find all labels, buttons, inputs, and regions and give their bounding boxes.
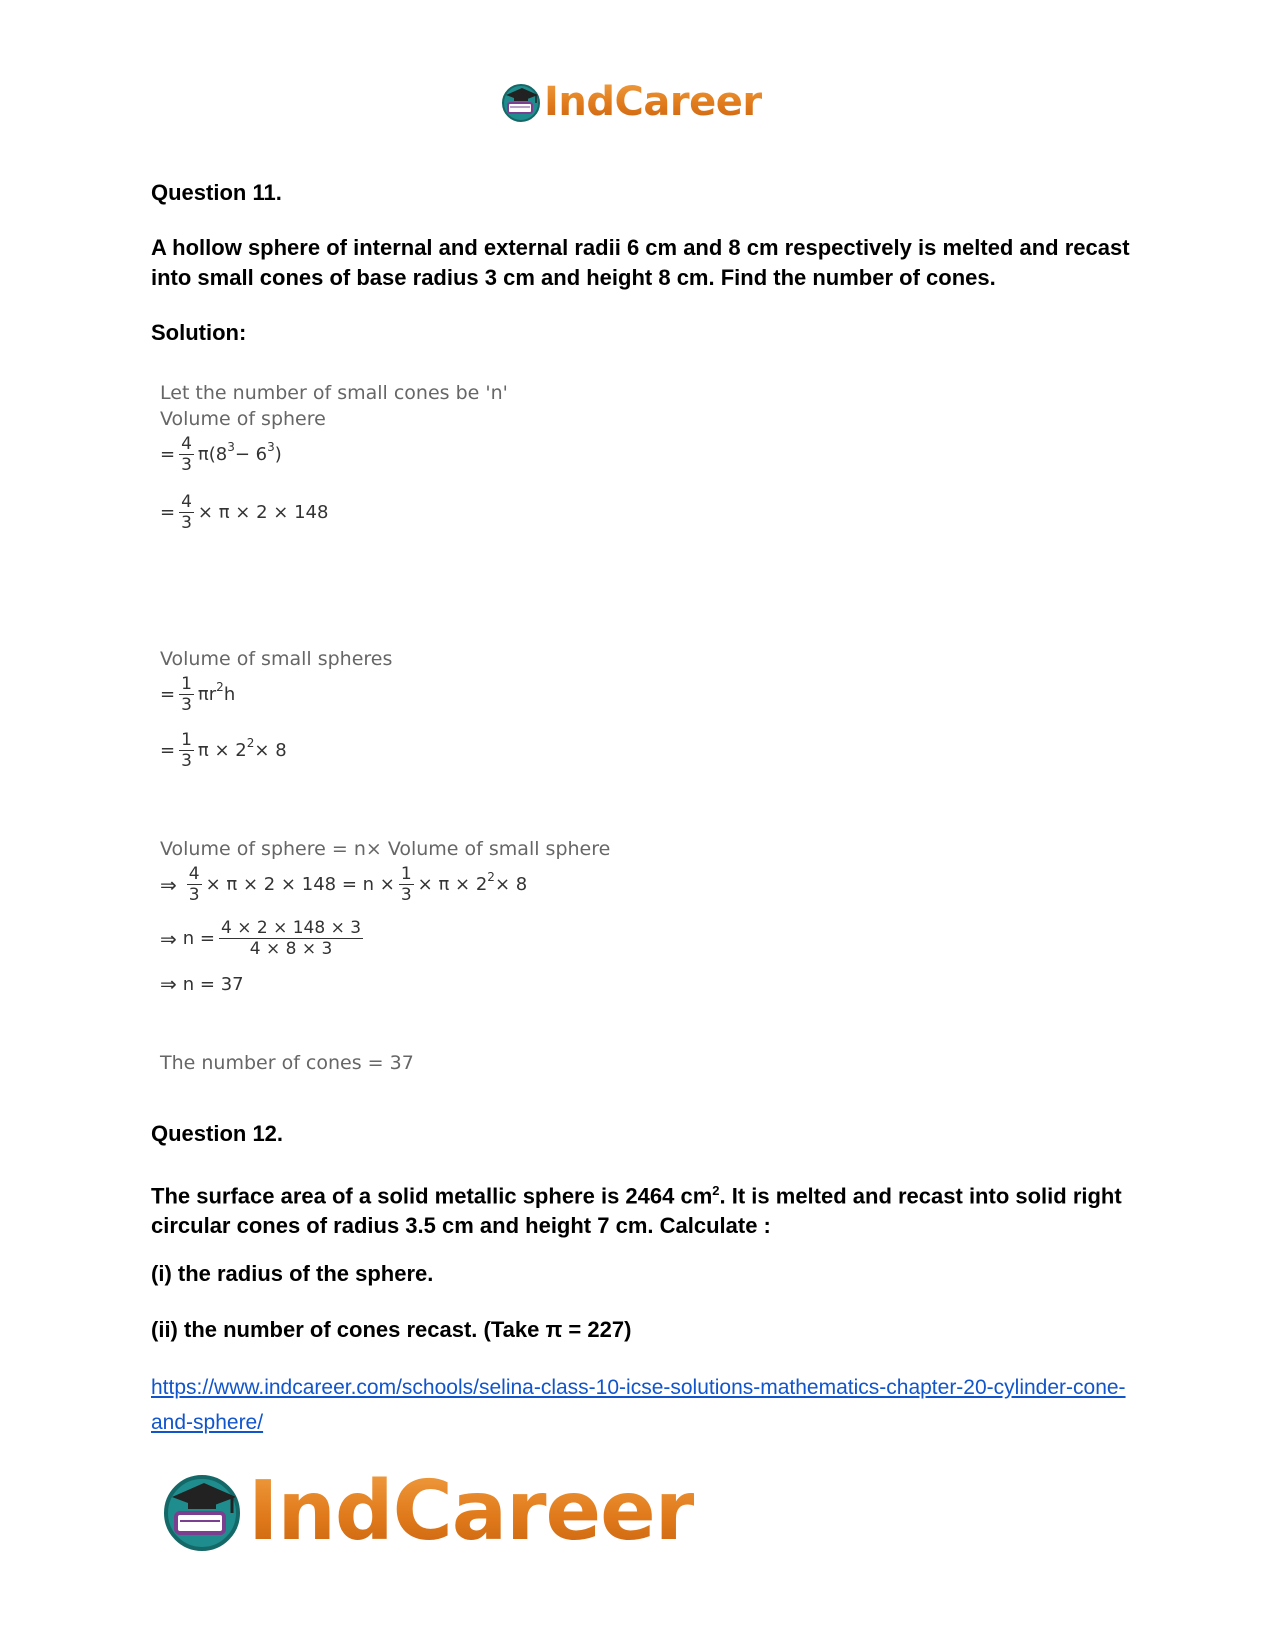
term: × 8 — [254, 740, 287, 761]
numerator: 1 — [181, 674, 192, 694]
solution-conclusion: The number of cones = 37 — [160, 1052, 414, 1074]
equation-equate-volumes — [160, 864, 527, 905]
equation-result — [160, 972, 244, 996]
term: − 6 — [234, 444, 268, 465]
term: × π × 2 × 148 — [197, 502, 329, 523]
question-12-heading: Question 12. — [151, 1121, 284, 1146]
graduation-cap-book-icon — [500, 81, 542, 123]
numerator: 4 — [181, 434, 192, 454]
question-11-text: A hollow sphere of internal and external radii 6 cm and 8 cm respectively is melted and recast into small cones of base radius 3 cm and height 8 cm. Find the number of cones. — [151, 235, 1130, 290]
numerator: 1 — [181, 730, 192, 750]
solution-line: Volume of sphere = n× Volume of small sphere — [160, 838, 611, 860]
superscript: 2 — [712, 1183, 720, 1198]
numerator: 1 — [400, 864, 412, 884]
exponent: 3 — [227, 439, 235, 454]
term: × π × 2 × 148 = n × — [205, 874, 395, 895]
solution-line: Volume of small spheres — [160, 648, 393, 670]
question-12-text-a: The surface area of a solid metallic sphere is 2464 cm — [151, 1183, 713, 1209]
numerator: 4 — [181, 492, 192, 512]
denominator: 3 — [181, 751, 192, 771]
exponent: 2 — [487, 869, 495, 884]
fraction — [399, 864, 414, 905]
equals-sign: = — [160, 684, 176, 705]
equation-cone-volume — [160, 674, 235, 715]
graduation-cap-book-icon — [160, 1469, 244, 1553]
solution-line: Volume of sphere — [160, 408, 326, 430]
term: h — [223, 684, 236, 705]
exponent: 2 — [216, 679, 224, 694]
numerator: 4 — [188, 864, 200, 884]
fraction — [179, 730, 194, 771]
equals-sign: = — [160, 444, 176, 465]
denominator: 4 × 8 × 3 — [249, 939, 333, 959]
term: × π × 2 — [417, 874, 488, 895]
term: ) — [274, 444, 282, 465]
implies-arrow: ⇒ — [160, 872, 177, 897]
solution-label: Solution: — [151, 320, 247, 345]
denominator: 3 — [188, 885, 200, 905]
term: π × 2 — [197, 740, 247, 761]
question-12-text-b: . It is melted and recast into solid right circular cones of radius 3.5 cm and height 7 cm. Calculate : — [151, 1183, 1122, 1239]
implies-arrow: ⇒ — [160, 926, 177, 951]
fraction — [179, 492, 194, 533]
term: n = — [182, 928, 215, 949]
fraction — [179, 434, 194, 475]
equation-volume-sphere-expanded — [160, 492, 328, 533]
implies-arrow: ⇒ — [160, 972, 177, 996]
term: π(8 — [197, 444, 228, 465]
term: × 8 — [494, 874, 528, 895]
fraction — [179, 674, 194, 715]
solution-line: Let the number of small cones be 'n' — [160, 382, 508, 404]
equation-solve-n — [160, 918, 367, 959]
equation-volume-sphere — [160, 434, 282, 475]
question-12-text — [151, 1176, 1131, 1241]
fraction — [187, 864, 202, 905]
denominator: 3 — [181, 513, 192, 533]
logo-top — [500, 78, 762, 126]
denominator: 3 — [181, 455, 192, 475]
exponent: 3 — [267, 439, 275, 454]
equation-cone-volume-values — [160, 730, 287, 771]
question-11-heading: Question 11. — [151, 180, 282, 205]
equals-sign: = — [160, 740, 176, 761]
denominator: 3 — [400, 885, 412, 905]
term: n = 37 — [182, 973, 244, 995]
logo-wordmark: IndCareer — [544, 79, 762, 125]
logo-wordmark: IndCareer — [248, 1463, 695, 1559]
logo-bottom — [160, 1463, 695, 1559]
exponent: 2 — [246, 735, 255, 750]
numerator: 4 × 2 × 148 × 3 — [220, 918, 362, 938]
source-link[interactable]: https://www.indcareer.com/schools/selina-class-10-icse-solutions-mathematics-chapter-20-cylinder-cone-and-sphere/ — [151, 1376, 1126, 1434]
denominator: 3 — [181, 695, 192, 715]
equals-sign: = — [160, 502, 176, 523]
term: πr — [197, 684, 217, 705]
question-12-part-i: (i) the radius of the sphere. — [151, 1261, 434, 1286]
question-12-part-ii: (ii) the number of cones recast. (Take π = 227) — [151, 1317, 632, 1342]
fraction — [219, 918, 363, 959]
